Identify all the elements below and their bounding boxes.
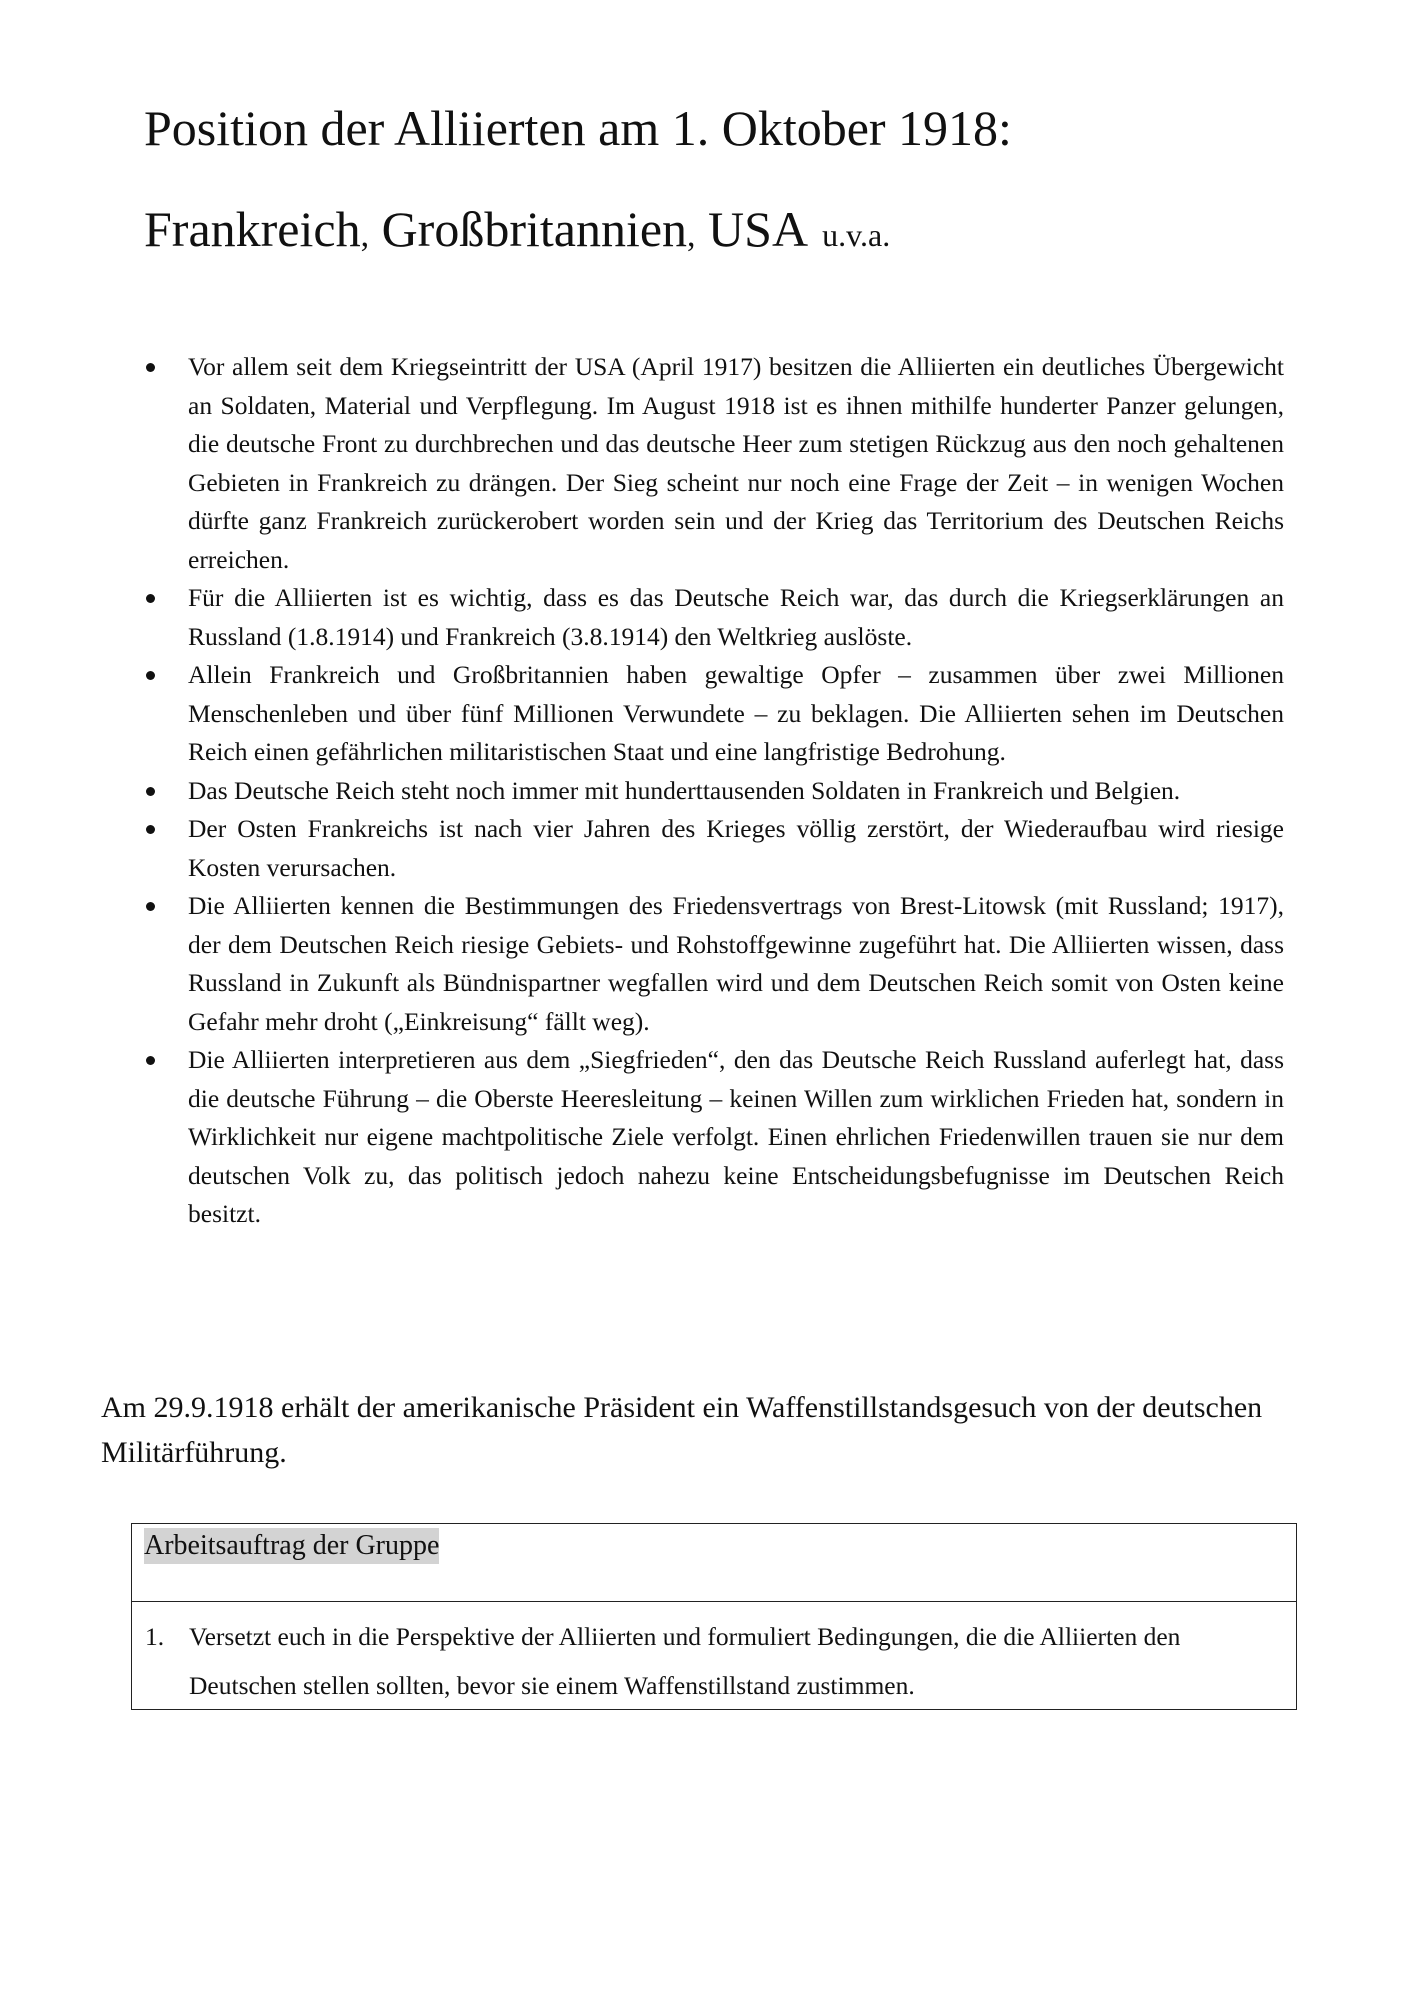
page-title: Position der Alliierten am 1. Oktober 1918:: [144, 100, 1012, 156]
task-box: [131, 1523, 1297, 1710]
bullet-icon: [146, 363, 155, 372]
bullet-list: [144, 348, 1284, 1234]
task-header: [132, 1524, 1296, 1602]
bullet-item: [144, 887, 1284, 1041]
subtitle-separator: ,: [687, 217, 696, 254]
bullet-item: [144, 348, 1284, 579]
bullet-item: [144, 1041, 1284, 1234]
bullet-item: [144, 772, 1284, 811]
task-heading: Arbeitsauftrag der Gruppe: [144, 1528, 439, 1564]
bullet-text: Die Alliierten interpretieren aus dem „Siegfrieden“, den das Deutsche Reich Russland auferlegt hat, dass die deutsche Führung – die Oberste Heeresleitung – keinen Willen zum wirklichen Frieden hat, sondern in Wirklichkeit nur eigene machtpolitische Ziele verfolgt. Einen ehrlichen Friedenwillen trauen sie nur dem deutschen Volk zu, das politisch jedoch nahezu keine Entscheidungsbefugnisse im Deutschen Reich besitzt.: [188, 1045, 1284, 1228]
bullet-text: Die Alliierten kennen die Bestimmungen des Friedensvertrags von Brest-Litowsk (mit Russland; 1917), der dem Deutschen Reich riesige Gebiets- und Rohstoffgewinne zugeführt hat. Die Alliierten wissen, dass Russland in Zukunft als Bündnispartner wegfallen wird und dem Deutschen Reich somit von Osten keine Gefahr mehr droht („Einkreisung“ fällt weg).: [188, 891, 1284, 1036]
subtitle-country-france: Frankreich: [144, 201, 361, 257]
bullet-icon: [146, 902, 155, 911]
subtitle-separator: ,: [360, 217, 370, 254]
task-item-number: 1.: [145, 1622, 165, 1651]
bullet-item: [144, 656, 1284, 772]
task-item-text: Versetzt euch in die Perspektive der Alliierten und formuliert Bedingungen, die die Alliierten den Deutschen stellen sollten, bevor sie einem Waffenstillstand zustimmen.: [189, 1622, 1181, 1700]
bullet-icon: [146, 825, 155, 834]
bullet-text: Für die Alliierten ist es wichtig, dass es das Deutsche Reich war, das durch die Kriegserklärungen an Russland (1.8.1914) und Frankreich (3.8.1914) den Weltkrieg auslöste.: [188, 583, 1284, 651]
context-note: Am 29.9.1918 erhält der amerikanische Präsident ein Waffenstillstandsgesuch von der deutschen Militärführung.: [101, 1391, 1263, 1469]
bullet-icon: [146, 787, 155, 796]
bullet-text: Das Deutsche Reich steht noch immer mit hunderttausenden Soldaten in Frankreich und Belgien.: [188, 775, 1181, 805]
task-item: [132, 1602, 1296, 1710]
bullet-text: Allein Frankreich und Großbritannien haben gewaltige Opfer – zusammen über zwei Millionen Menschenleben und über fünf Millionen Verwundete – zu beklagen. Die Alliierten sehen im Deutschen Reich einen gefährlichen militaristischen Staat und eine langfristige Bedrohung.: [188, 660, 1284, 766]
page-subtitle: [144, 201, 891, 257]
subtitle-abbreviation: u.v.a.: [822, 217, 891, 253]
bullet-text: Vor allem seit dem Kriegseintritt der USA (April 1917) besitzen die Alliierten ein deutliches Übergewicht an Soldaten, Material und Verpflegung. Im August 1918 ist es ihnen mithilfe hunderter Panzer gelungen, die deutsche Front zu durchbrechen und das deutsche Heer zum stetigen Rückzug aus den noch gehaltenen Gebieten in Frankreich zu drängen. Der Sieg scheint nur noch eine Frage der Zeit – in wenigen Wochen dürfte ganz Frankreich zurückerobert worden sein und der Krieg das Territorium des Deutschen Reichs erreichen.: [188, 352, 1284, 574]
bullet-icon: [146, 594, 155, 603]
subtitle-country-britain: Großbritannien: [369, 201, 688, 257]
bullet-item: [144, 579, 1284, 656]
bullet-item: [144, 810, 1284, 887]
bullet-text: Der Osten Frankreichs ist nach vier Jahren des Krieges völlig zerstört, der Wiederaufbau wird riesige Kosten verursachen.: [188, 814, 1284, 882]
bullet-icon: [146, 1056, 155, 1065]
bullet-icon: [146, 671, 155, 680]
subtitle-country-usa: USA: [695, 201, 809, 257]
